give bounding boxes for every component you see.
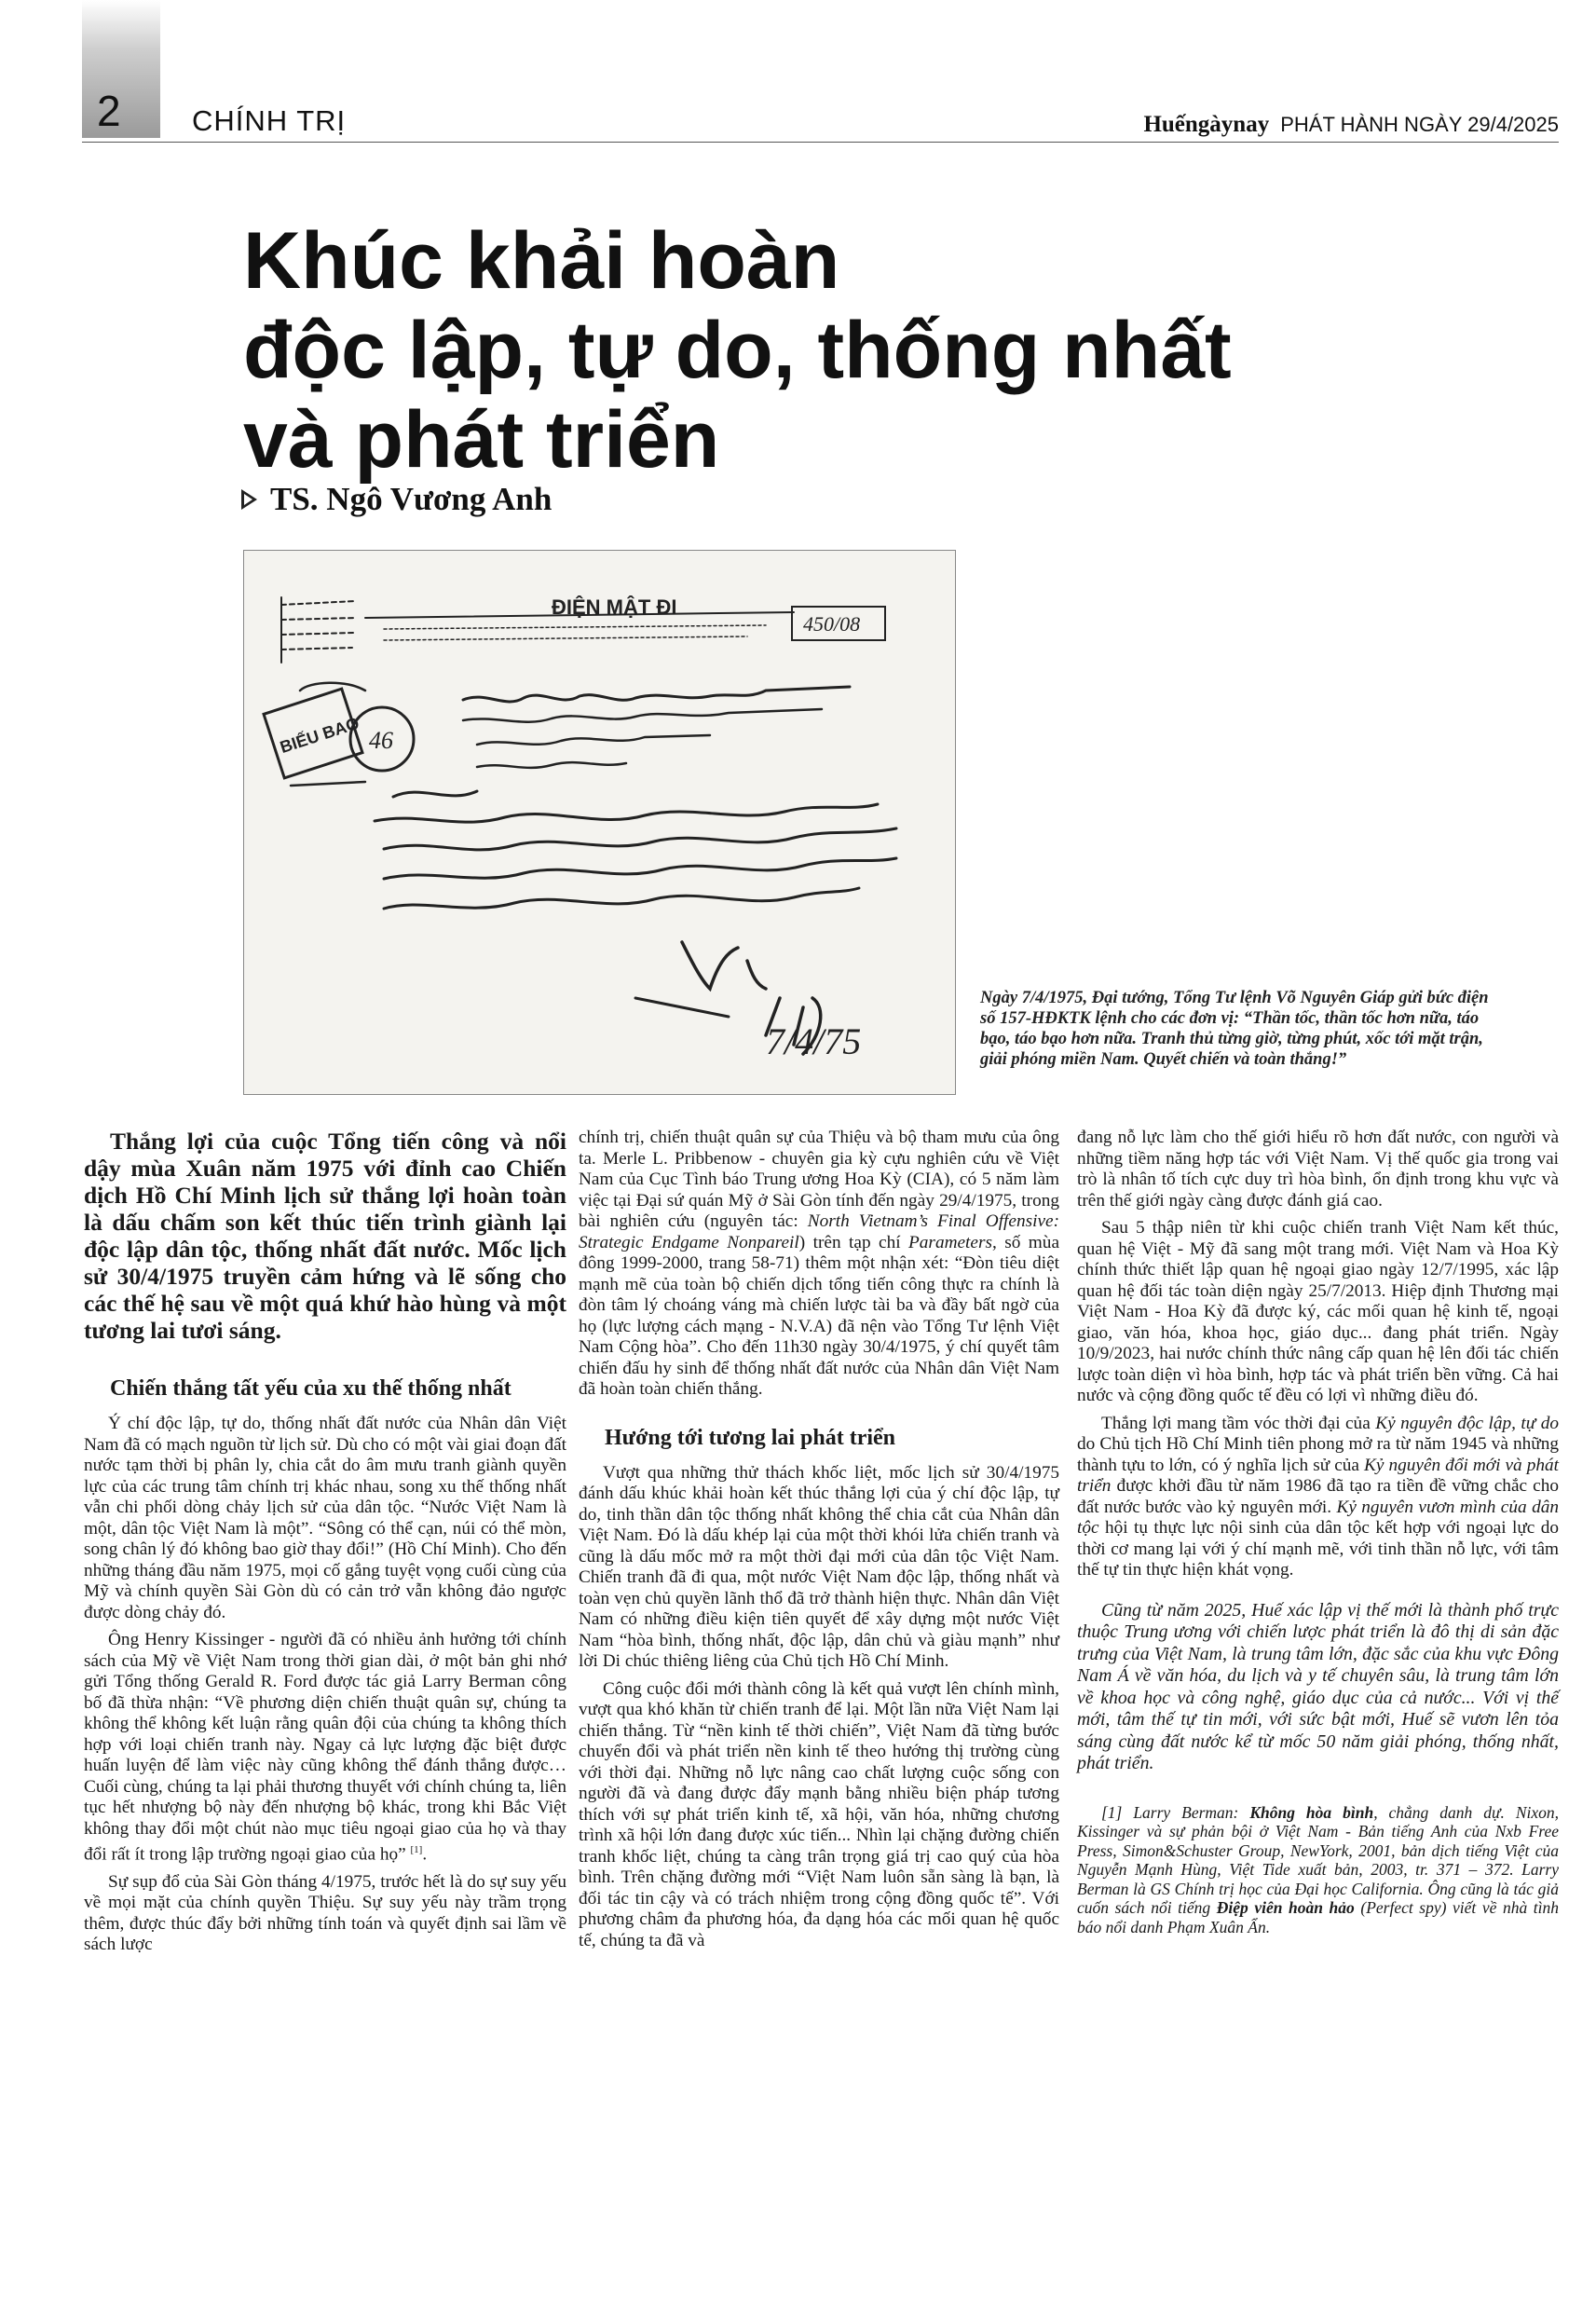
closing-paragraph: Cũng từ năm 2025, Huế xác lập vị thế mới là thành phố trực thuộc Trung ương với chiến lược phát triển là đô thị di sản đặc trưng của Việt Nam, là trung tâm lớn, đặc sắc của khu vực Đông Nam Á về văn hóa, du lịch và y tế chuyên sâu, là trung tâm lớn về khoa học và công nghệ, giáo dục của cả nước... Với vị thế mới, tâm thế tự tin mới, với sức bật mới, Huế sẽ vươn lên tỏa sáng cùng đất nước kể từ mốc 50 năm giải phóng, thống nhất, phát triển. [1077, 1599, 1559, 1773]
header-tab [82, 0, 160, 138]
newspaper-logo: Huếngàynay [1143, 112, 1270, 137]
section-label: CHÍNH TRỊ [192, 104, 347, 137]
text-bold: Điệp viên hoàn hảo [1216, 1898, 1355, 1917]
text-run: hội tụ thực lực nội sinh của dân tộc kết hợp với ngoại lực do thời cơ mang lại với ý chí mạnh mẽ, với tinh thần nỗ lực, với tâm thế tự tin thực hiện khát vọng. [1077, 1518, 1559, 1580]
paragraph: Ý chí độc lập, tự do, thống nhất đất nước của Nhân dân Việt Nam đã có mạch nguồn từ lịch sử. Dù cho có một vài giai đoạn đất nước tạm thời bị phân ly, chia cắt do âm mưu tranh giành quyền lực của các trung tâm chính trị khác nhau, song xu thế thống nhất vẫn chi phối dòng chảy lịch sử của dân tộc. “Nước Việt Nam là một, dân tộc Việt Nam là một”. “Sông có thể cạn, núi có thể mòn, song chân lý đó không bao giờ thay đổi!” (Hồ Chí Minh). Cho đến những tháng đầu năm 1975, mọi cố gắng tuyệt vọng cuối cùng của Mỹ và chính quyền Sài Gòn dù có cản trở vẫn không đảo ngược được dòng chảy đó. [84, 1414, 566, 1622]
text-italic: Kỷ nguyên độc lập, tự do [1375, 1413, 1559, 1433]
telegram-stamp: BIẾU BAO [278, 713, 361, 758]
paragraph [579, 1128, 1059, 1401]
text-italic: Kỷ nguyên vươn mình của dân tộc [1077, 1497, 1559, 1538]
header-rule [82, 142, 1559, 143]
article-title [243, 216, 1408, 485]
column-1 [84, 1128, 566, 1963]
text-run: , số mùa đông 1999-2000, trang 58-71) thêm một nhận xét: “Đòn tiêu diệt mạnh mẽ của toàn bộ chiến dịch tổng tiến công thực ra chính là đòn tâm lý choáng váng mà chiến lược tài ba và đầy bất ngờ của họ (lực lượng cách mạng - N.V.A) đã nện vào Tổng Tư lệnh Việt Nam Cộng hòa”. Cho đến 11h30 ngày 30/4/1975, ý chí quyết tâm chiến đấu hy sinh để thống nhất đất nước của Nhân dân Việt Nam đã hoàn toàn chiến thắng. [579, 1232, 1060, 1399]
paragraph: Vượt qua những thử thách khốc liệt, mốc lịch sử 30/4/1975 đánh dấu khúc khải hoàn kết thúc thắng lợi của ý chí độc lập, tự do, tinh thần dân tộc thống nhất không thể chia cắt của Nhân dân Việt Nam. Đó là dấu khép lại của một thời khói lửa chiến tranh và cũng là dấu mốc mở ra một thời đại mới của dân tộc Việt Nam. Chiến tranh đã đi qua, một nước Việt Nam độc lập, thống nhất và toàn vẹn chủ quyền lãnh thổ đã trở thành hiện thực. Nhân dân Việt Nam có những điều kiện tiên quyết để xây dựng một nước Việt Nam “hòa bình, thống nhất, độc lập, dân chủ và giàu mạnh” như lời Di chúc thiêng liêng của Chủ tịch Hồ Chí Minh. [579, 1462, 1059, 1671]
text-run: ) trên tạp chí [798, 1232, 909, 1252]
footnote [1077, 1803, 1559, 1937]
column-2 [579, 1128, 1059, 1958]
text-run: do Chủ tịch Hồ Chí Minh tiên phong mở ra từ năm 1945 và những thành tựu to lớn, có ý nghĩa lịch sử của [1077, 1434, 1559, 1475]
article-lead: Thắng lợi của cuộc Tổng tiến công và nổi dậy mùa Xuân năm 1975 với đỉnh cao Chiến dịch Hồ Chí Minh lịch sử thắng lợi hoàn toàn là dấu chấm son kết thúc tiến trình giành lại độc lập dân tộc, thống nhất đất nước. Mốc lịch sử 30/4/1975 truyền cảm hứng và lẽ sống cho các thế hệ sau về một quá khứ hào hùng và một tương lai tươi sáng. [84, 1128, 566, 1344]
byline [241, 481, 552, 518]
masthead [1143, 112, 1559, 138]
text-bold: Không hòa bình [1249, 1802, 1374, 1822]
handwritten-telegram-image [244, 551, 955, 1094]
paragraph: đang nỗ lực làm cho thế giới hiểu rõ hơn đất nước, con người và những tiềm năng hợp tác với Việt Nam. Vị thế quốc gia trong vai trò là nhân tố tích cực duy trì hòa bình, ổn định trong khu vực và trên thế giới ngày càng được đánh giá cao. [1077, 1128, 1559, 1211]
paragraph: Sau 5 thập niên từ khi cuộc chiến tranh Việt Nam kết thúc, quan hệ Việt - Mỹ đã sang một trang mới. Việt Nam và Hoa Kỳ chính thức thiết lập quan hệ ngoại giao ngày 12/7/1995, xác lập quan hệ đối tác toàn diện ngày 25/7/2013. Hiệp định Thương mại Việt Nam - Hoa Kỳ đã được ký, các mối quan hệ kinh tế, ngoại giao, văn hóa, khoa học, giáo dục... đang phát triển. Ngày 10/9/2023, hai nước chính thức nâng cấp quan hệ lên đối tác chiến lược toàn diện vì hòa bình, hợp tác và phát triển bền vững. Cả hai nước và cộng đồng quốc tế đều có lợi vì những điều đó. [1077, 1218, 1559, 1405]
photo-caption: Ngày 7/4/1975, Đại tướng, Tổng Tư lệnh Võ Nguyên Giáp gửi bức điện số 157-HĐKTK lệnh cho các đơn vị: “Thần tốc, thần tốc hơn nữa, táo bạo, táo bạo hơn nữa. Tranh thủ từng giờ, từng phút, xốc tới mặt trận, giải phóng miền Nam. Quyết chiến và toàn thắng!” [980, 989, 1489, 1069]
page-number: 2 [97, 87, 121, 135]
author-name: TS. Ngô Vương Anh [270, 481, 552, 517]
title-line-2: độc lập, tự do, thống nhất [243, 306, 1232, 395]
issue-date: PHÁT HÀNH NGÀY 29/4/2025 [1280, 113, 1559, 136]
text-run: [1] Larry Berman: [1101, 1802, 1250, 1822]
text-run: chính trị, chiến thuật quân sự của Thiệu và bộ tham mưu của ông ta. Merle L. Pribbenow - chuyên gia kỳ cựu nghiên cứu về Việt Nam của Cục Tình báo Trung ương Hoa Kỳ (CIA), có 5 năm làm việc tại Đại sứ quán Mỹ ở Sài Gòn tính đến ngày 29/4/1975, trong bài nghiên cứu (nguyên tác: [579, 1128, 1059, 1231]
title-line-3: và phát triển [243, 395, 720, 485]
telegram-serial: 450/08 [803, 612, 861, 636]
subheading-2: Hướng tới tương lai phát triển [605, 1425, 896, 1450]
text-run: , chẳng danh dự. Nixon, Kissinger và sự phản bội ở Việt Nam - Bản tiếng Anh của Nxb Free Press, Simon&Schuster Group, NewYork, 2001, bản dịch tiếng Việt của Nguyễn Mạnh Hùng, Việt Tide xuất bản, 2003, tr. 371 – 372. Larry Berman là GS Chính trị học của Đại học California. Ông cũng là tác giả cuốn sách nổi tiếng [1077, 1802, 1559, 1917]
column-3 [1077, 1128, 1559, 1943]
triangle-icon [241, 489, 257, 510]
telegram-heading: ĐIỆN MẬT ĐI [552, 595, 677, 619]
text-italic: North Vietnam’s Final Offensive: Strategic Endgame Nonpareil [579, 1211, 1060, 1252]
telegram-photo [243, 550, 956, 1095]
text-italic: Kỷ nguyên đổi mới và phát triển [1077, 1455, 1559, 1496]
paragraph: Ông Henry Kissinger - người đã có nhiều ảnh hưởng tới chính sách của Mỹ về Việt Nam trong thời gian dài, ở một bản ghi nhớ gửi Tổng thống Gerald R. Ford được tác giả Larry Berman công bố đã thừa nhận: “Về phương diện chiến thuật quân sự, chúng ta không thể không kết luận rằng quân đội của chúng ta không thích hợp với loại chiến tranh này. Ngay cả lực lượng đặc biệt được huấn luyện để làm việc này cũng không thể đánh thắng được… Cuối cùng, chúng ta lại phải thương thuyết với chính chúng ta, liên tục hết nhượng bộ này đến nhượng bộ khác, trong khi Bắc Việt không thay đổi một chút nào mục tiêu ngoại giao của họ và thay đổi rất ít trong lập trường ngoại giao của họ” [1]. [84, 1630, 566, 1865]
footnote-ref: [1] [410, 1844, 423, 1855]
paragraph: Công cuộc đổi mới thành công là kết quả vượt lên chính mình, vượt qua khó khăn từ chiến tranh để lại. Một lần nữa Việt Nam lại chiến thắng. Từ “nền kinh tế thời chiến”, Việt Nam đã từng bước chuyển đổi và phát triển nền kinh tế theo hướng thị trường cùng với thời đại. Những nỗ lực nâng cao chất lượng cuộc sống con người đã và đang được đẩy mạnh bằng nhiều biện pháp tương thích với sự phát triển kinh tế, xã hội, văn hóa, những chương trình xã hội lớn đang được xúc tiến... Nhìn lại chặng đường chiến tranh khốc liệt, chúng ta càng trân trọng giá trị cao quý của hòa bình. Trên chặng đường mới “Việt Nam luôn sẵn sàng là bạn, là đối tác tin cậy và có trách nhiệm trong cộng đồng quốc tế”. Với phương châm đa phương hóa, đa dạng hóa các mối quan hệ quốc tế, chúng ta đã và [579, 1678, 1059, 1950]
subheading-1: Chiến thắng tất yếu của xu thế thống nhất [110, 1376, 512, 1401]
text-run: (Perfect spy) viết về nhà tình báo nổi danh Phạm Xuân Ẩn. [1077, 1898, 1559, 1936]
telegram-date: 7/4/75 [766, 1020, 862, 1062]
paragraph-text: Ông Henry Kissinger - người đã có nhiều ảnh hưởng tới chính sách của Mỹ về Việt Nam trong thời gian dài, ở một bản ghi nhớ gửi Tổng thống Gerald R. Ford được tác giả Larry Berman công bố đã thừa nhận: “Về phương diện chiến thuật quân sự, chúng ta không thể không kết luận rằng quân đội của chúng ta không thích hợp với loại chiến tranh này. Ngay cả lực lượng đặc biệt được huấn luyện để làm việc này cũng không thể đánh thắng được… Cuối cùng, chúng ta lại phải thương thuyết với chính chúng ta, liên tục hết nhượng bộ này đến nhượng bộ khác, trong khi Bắc Việt không thay đổi một chút nào mục tiêu ngoại giao của họ và thay đổi rất ít trong lập trường ngoại giao của họ” [84, 1630, 566, 1865]
paragraph [1077, 1414, 1559, 1581]
title-line-1: Khúc khải hoàn [243, 216, 840, 306]
text-run: được khởi đầu từ năm 1986 đã tạo ra tiền đề vững chắc cho đất nước bước vào kỷ nguyên mới. [1077, 1476, 1559, 1517]
text-run: Thắng lợi mang tầm vóc thời đại của [1101, 1413, 1376, 1433]
text-italic: Parameters [908, 1232, 992, 1252]
telegram-stamp-code: 46 [369, 727, 393, 754]
paragraph: Sự sụp đổ của Sài Gòn tháng 4/1975, trước hết là do sự suy yếu về mọi mặt của chính quyền Thiệu. Sự suy yếu này trầm trọng thêm, được thúc đẩy bởi những tính toán và quyết định sai lầm về sách lược [84, 1871, 566, 1955]
